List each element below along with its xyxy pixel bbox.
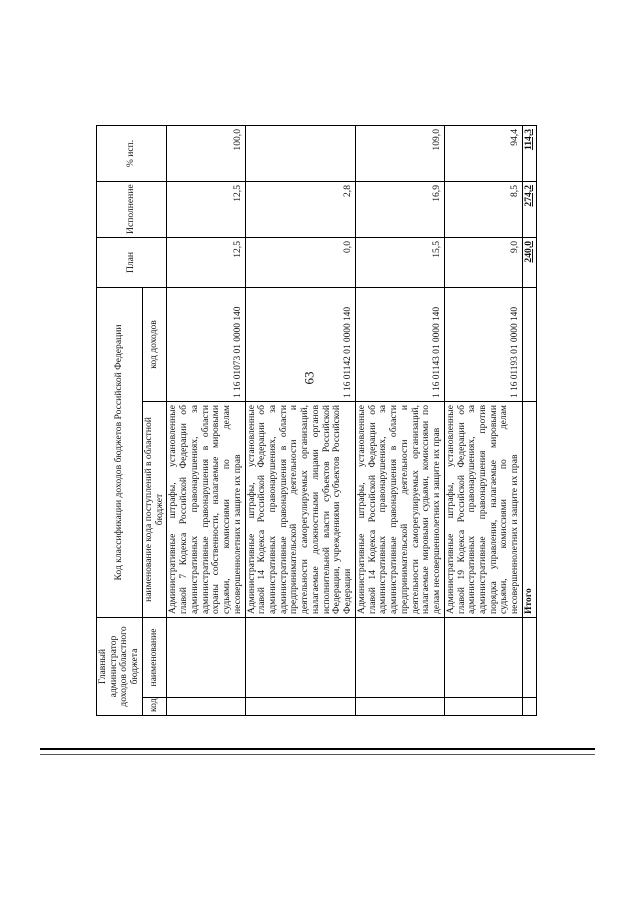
total-row [522, 125, 536, 715]
header-administrator: Главный администратор доходов областного бюджета [97, 618, 143, 716]
table-row [167, 125, 245, 715]
table-row [245, 125, 355, 715]
percent-value: 100,0 [167, 125, 245, 181]
total-execution: 274,2 [522, 181, 536, 237]
header-plan: План [97, 237, 167, 287]
execution-value: 16,9 [355, 181, 444, 237]
income-code [522, 287, 536, 401]
total-percent: 114,3 [522, 125, 536, 181]
admin-name-cell [167, 618, 245, 698]
income-code: 1 16 01143 01 0000 140 [355, 287, 444, 401]
header-row-1 [97, 125, 143, 715]
plan-value: 12,5 [167, 237, 245, 287]
income-description: Административные штрафы, установленные главой 14 Кодекса Российской Федерации об административных правонарушениях, за административные правонарушения в области предпринимательской деятельности и деятельности саморегулируемых организаций, налагаемые должностными лицами органов исполнительной власти субъектов Российской Федерации, учреждениями субъектов Российской Федерации [245, 402, 355, 618]
header-percent: % исп. [97, 125, 167, 181]
page-number: 63 [301, 371, 317, 385]
admin-code-cell [522, 698, 536, 716]
percent-value [245, 125, 355, 181]
admin-code-cell [355, 698, 444, 716]
header-admin-name: наименование [142, 618, 166, 698]
income-description: Административные штрафы, установленные главой 19 Кодекса Российской Федерации об административных правонарушениях, за административные правонарушения против порядка управления, налагаемые мировыми судьями, комиссиями по делам несовершеннолетних и защите их прав [444, 402, 522, 618]
income-code: 1 16 01142 01 0000 140 [245, 287, 355, 401]
total-label: Итого [522, 402, 536, 618]
header-admin-code: код [142, 698, 166, 716]
rotated-table-container [96, 126, 536, 716]
income-code: 1 16 01193 01 0000 140 [444, 287, 522, 401]
header-income-code: код доходов [142, 287, 166, 401]
admin-name-cell [522, 618, 536, 698]
total-plan: 240,0 [522, 237, 536, 287]
table-row [444, 125, 522, 715]
execution-value: 12,5 [167, 181, 245, 237]
header-classification: Код классификации доходов бюджетов Российской Федерации [97, 287, 143, 617]
divider-line-thin [40, 754, 595, 755]
execution-value: 2,8 [245, 181, 355, 237]
income-code: 1 16 01073 01 0000 140 [167, 287, 245, 401]
percent-value: 109,0 [355, 125, 444, 181]
divider-line [40, 748, 595, 750]
header-execution: Исполнение [97, 181, 167, 237]
table-row [355, 125, 444, 715]
admin-name-cell [245, 618, 355, 698]
admin-name-cell [355, 618, 444, 698]
admin-code-cell [167, 698, 245, 716]
admin-code-cell [245, 698, 355, 716]
income-description: Административные штрафы, установленные главой 14 Кодекса Российской Федерации об административных правонарушениях, за административные правонарушения в области предпринимательской деятельности и деятельности саморегулируемых организаций, налагаемые мировыми судьями, комиссиями по делам несовершеннолетних и защите их прав [355, 402, 444, 618]
income-table [96, 125, 537, 716]
admin-code-cell [444, 698, 522, 716]
plan-value: 0,0 [245, 237, 355, 287]
plan-value: 9,0 [444, 237, 522, 287]
execution-value: 8,5 [444, 181, 522, 237]
admin-name-cell [444, 618, 522, 698]
income-description: Административные штрафы, установленные главой 7 Кодекса Российской Федерации об административных правонарушениях, за административные правонарушения в области охраны собственности, налагаемые мировыми судьями, комиссиями по делам несовершеннолетних и защите их прав [167, 402, 245, 618]
header-income-name: наименование кода поступлений в областной бюджет [142, 402, 166, 618]
percent-value: 94,4 [444, 125, 522, 181]
plan-value: 15,5 [355, 237, 444, 287]
